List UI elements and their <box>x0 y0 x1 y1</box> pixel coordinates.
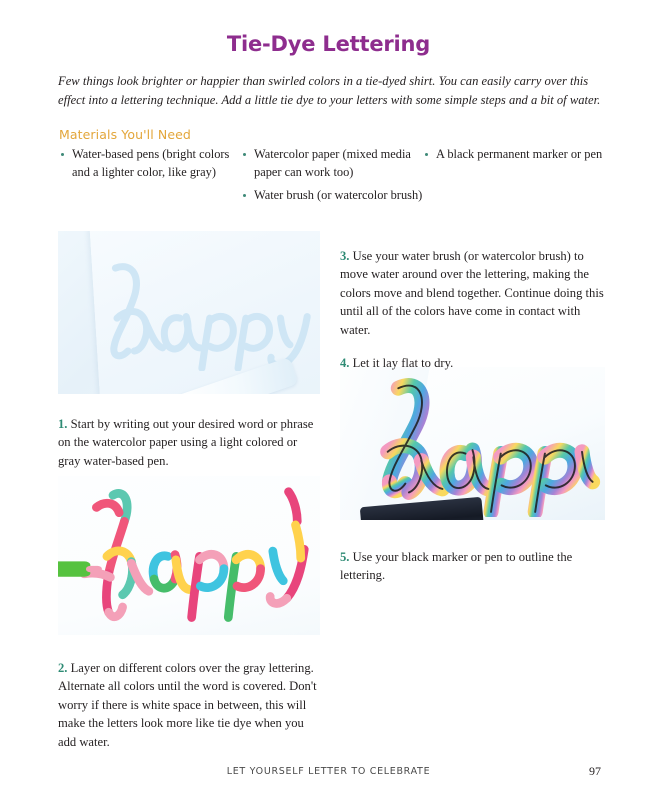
materials-list-1 <box>59 146 241 181</box>
step-1 <box>58 415 320 471</box>
materials-columns <box>59 146 604 211</box>
step-2-number: 2. <box>58 660 68 675</box>
step-1-text: Start by writing out your desired word or phrase on the watercolor paper using a light colored or gray water-based pen. <box>58 416 314 468</box>
list-item: A black permanent marker or pen <box>423 146 603 164</box>
step-4-text: Let it lay flat to dry. <box>352 355 454 370</box>
footer-running-title: LET YOURSELF LETTER TO CELEBRATE <box>226 766 431 777</box>
list-item: Watercolor paper (mixed media paper can work too) <box>241 146 423 181</box>
step-2 <box>58 659 323 752</box>
photo-1-lettering <box>84 254 320 371</box>
materials-column-1 <box>59 146 241 211</box>
list-item: Water brush (or watercolor brush) <box>241 187 423 205</box>
materials-column-2 <box>241 146 423 211</box>
step-5-number: 5. <box>340 549 350 564</box>
step-3-text: Use your water brush (or watercolor brush) to move water around over the lettering, making the colors move and blend together. Continue doing this until all of the colors have come in contact with water. <box>340 248 604 337</box>
page-title: Tie-Dye Lettering <box>226 32 431 56</box>
photo-2-green-marker <box>58 556 108 583</box>
materials-list-2 <box>241 146 423 205</box>
photo-step-1 <box>58 231 320 394</box>
photo-step-2 <box>58 476 320 635</box>
step-5-text: Use your black marker or pen to outline the lettering. <box>340 549 573 583</box>
photo-3-lettering <box>340 367 605 517</box>
materials-list-3 <box>423 146 603 164</box>
materials-column-3 <box>423 146 603 211</box>
materials-heading: Materials You'll Need <box>59 127 191 142</box>
list-item: Water-based pens (bright colors and a lighter color, like gray) <box>59 146 241 181</box>
step-3 <box>340 247 605 340</box>
step-1-number: 1. <box>58 416 68 431</box>
step-4 <box>340 354 605 373</box>
footer-page-number: 97 <box>589 764 601 778</box>
step-2-text: Layer on different colors over the gray lettering. Alternate all colors until the word is covered. Don't worry if there is white space in between, this will make the letters look more like tie dye when you add water. <box>58 660 317 749</box>
step-3-number: 3. <box>340 248 350 263</box>
photo-step-3 <box>340 367 605 520</box>
step-5 <box>340 548 605 585</box>
intro-paragraph: Few things look brighter or happier than swirled colors in a tie-dyed shirt. You can easily carry over this effect into a lettering technique. Add a little tie dye to your letters with some simple steps and a bit of water. <box>58 74 601 107</box>
step-4-number: 4. <box>340 355 350 370</box>
